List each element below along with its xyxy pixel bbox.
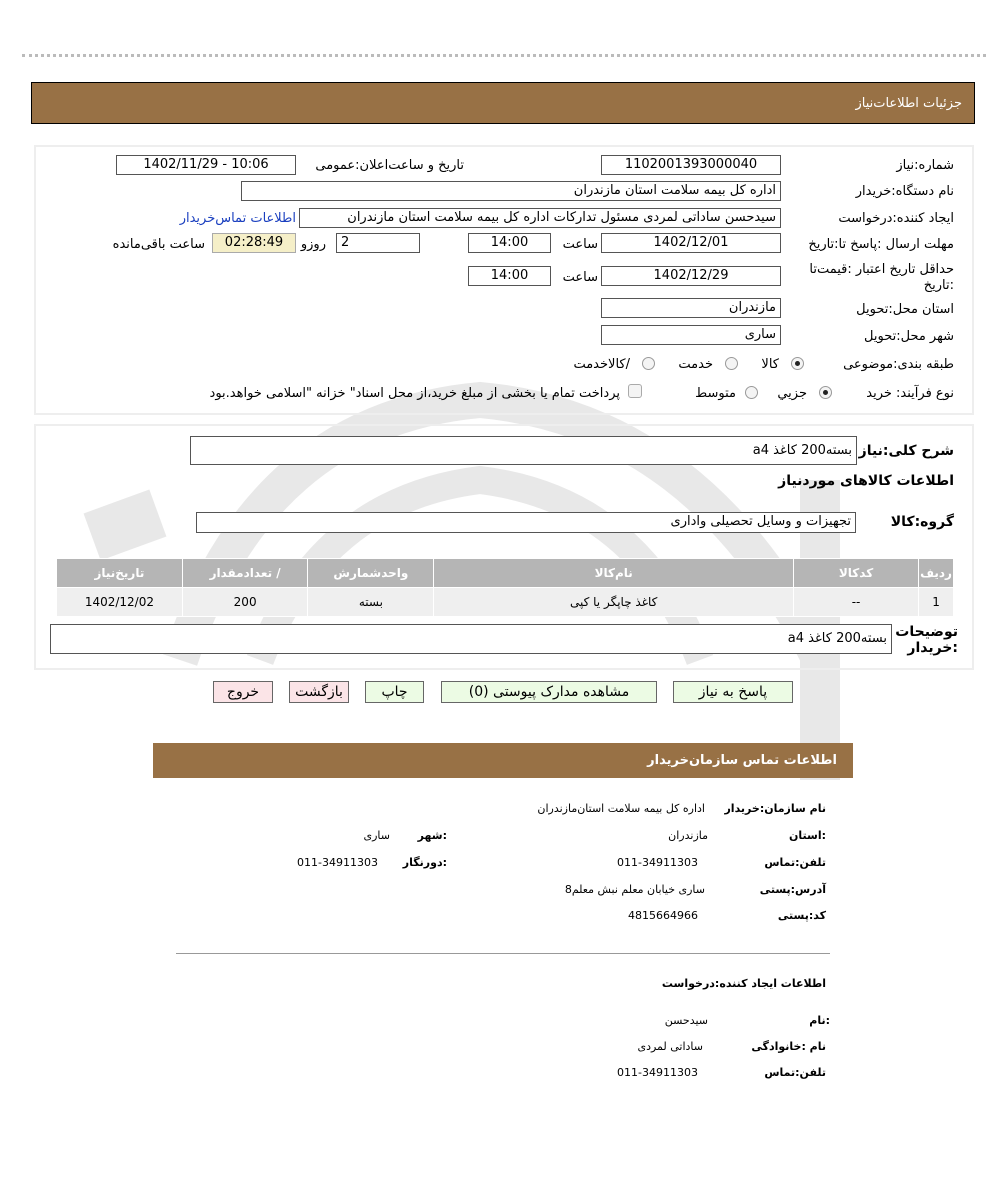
city-label: شهر محل:تحویل bbox=[864, 329, 954, 344]
process-minor-label: جزیي bbox=[777, 386, 807, 401]
category-service-label: خدمت bbox=[678, 357, 713, 372]
requester-section-title: اطلاعات ایجاد کننده:درخواست bbox=[661, 977, 826, 990]
contact-province-value: مازندران bbox=[668, 829, 708, 842]
province-field: مازندران bbox=[601, 298, 781, 318]
buyer-notes-label: توضیحات :خریدار bbox=[895, 624, 958, 656]
days-field: 2 bbox=[336, 233, 420, 253]
buyer-notes-field: بسته200 کاغذ a4 bbox=[50, 624, 892, 654]
items-table bbox=[56, 558, 954, 617]
category-label: طبقه بندی:موضوعی bbox=[843, 357, 954, 372]
province-label: استان محل:تحویل bbox=[856, 302, 954, 317]
cell-unit: بسته bbox=[308, 588, 434, 617]
reply-button[interactable]: پاسخ به نیاز bbox=[673, 681, 793, 703]
need-number-field: 1102001393000040 bbox=[601, 155, 781, 175]
cell-qty: 200 bbox=[182, 588, 308, 617]
section-divider bbox=[176, 953, 830, 954]
remaining-label: ساعت باقی‌مانده bbox=[112, 237, 205, 252]
contact-phone-value: 011-34911303 bbox=[617, 856, 698, 869]
validity-time-field: 14:00 bbox=[468, 266, 551, 286]
contact-org-value: اداره کل بیمه سلامت استان‌مازندران bbox=[537, 802, 705, 815]
desc-label: شرح کلی:نیاز bbox=[858, 443, 954, 459]
items-table-header bbox=[57, 559, 954, 588]
top-dotted-divider bbox=[22, 54, 986, 57]
days-label: روزو bbox=[300, 237, 326, 252]
buyer-org-label: نام دستگاه:خریدار bbox=[855, 184, 954, 199]
col-name: نام‌کالا bbox=[434, 559, 794, 588]
process-medium-radio[interactable] bbox=[745, 386, 758, 399]
contact-postal-label: کد:پستی bbox=[777, 909, 826, 922]
category-both-radio[interactable] bbox=[642, 357, 655, 370]
buyer-org-field: اداره کل بیمه سلامت استان مازندران bbox=[241, 181, 781, 201]
requester-phone-label: تلفن:تماس bbox=[764, 1066, 826, 1079]
contact-org-label: نام سازمان:خریدار bbox=[724, 802, 826, 815]
category-both-label: /کالاخدمت bbox=[573, 357, 630, 372]
group-label: گروه:کالا bbox=[890, 514, 954, 530]
requester-name-label: :نام bbox=[809, 1014, 830, 1027]
deadline-time-label: ساعت bbox=[562, 237, 598, 252]
col-code: کدکالا bbox=[794, 559, 919, 588]
need-number-label: شماره:نیاز bbox=[896, 158, 954, 173]
cell-date: 1402/12/02 bbox=[57, 588, 183, 617]
deadline-time-field: 14:00 bbox=[468, 233, 551, 253]
contact-address-value: ساری خیابان معلم نبش معلم8 bbox=[564, 883, 705, 896]
contact-province-label: :استان bbox=[789, 829, 826, 842]
buyer-contact-link[interactable]: اطلاعات تماس‌خریدار bbox=[179, 211, 296, 226]
requester-family-value: ساداتی لمردی bbox=[637, 1040, 703, 1053]
exit-button[interactable]: خروج bbox=[213, 681, 273, 703]
attachments-button[interactable]: مشاهده مدارک پیوستی (0) bbox=[441, 681, 657, 703]
requester-name-value: سیدحسن bbox=[664, 1014, 708, 1027]
process-label: نوع فرآیند: خرید bbox=[866, 386, 954, 401]
creator-label: ایجاد کننده:درخواست bbox=[838, 211, 954, 226]
col-unit: واحدشمارش bbox=[308, 559, 434, 588]
requester-phone-value: 011-34911303 bbox=[617, 1066, 698, 1079]
cell-name: کاغذ چاپگر یا کپی bbox=[434, 588, 794, 617]
cell-code: -- bbox=[794, 588, 919, 617]
treasury-payment-checkbox[interactable] bbox=[628, 384, 642, 398]
cell-row: 1 bbox=[919, 588, 954, 617]
category-service-radio[interactable] bbox=[725, 357, 738, 370]
process-medium-label: متوسط bbox=[695, 386, 736, 401]
category-goods-radio[interactable] bbox=[791, 357, 804, 370]
process-minor-radio[interactable] bbox=[819, 386, 832, 399]
col-date: تاریخ‌نیاز bbox=[57, 559, 183, 588]
treasury-payment-note: پرداخت تمام یا بخشی از مبلغ خرید،از محل اسناد" خزانه "اسلامی خواهد.بود bbox=[209, 386, 620, 401]
announce-label: تاریخ و ساعت‌اعلان:عمومی bbox=[315, 158, 464, 173]
city-field: ساری bbox=[601, 325, 781, 345]
contact-fax-label: :دورنگار bbox=[402, 856, 447, 869]
page-title: جزئیات اطلاعات‌نیاز bbox=[855, 96, 962, 111]
contact-phone-label: تلفن:تماس bbox=[764, 856, 826, 869]
print-button[interactable]: چاپ bbox=[365, 681, 424, 703]
category-goods-label: کالا bbox=[761, 357, 779, 372]
validity-date-field: 1402/12/29 bbox=[601, 266, 781, 286]
col-qty: / تعدادمقدار bbox=[182, 559, 308, 588]
goods-info-heading: اطلاعات کالاهای مورد‌نیاز bbox=[778, 473, 954, 489]
back-button[interactable]: بازگشت bbox=[289, 681, 349, 703]
announce-datetime-field: 1402/11/29 - 10:06 bbox=[116, 155, 296, 175]
contact-section-bar bbox=[153, 743, 853, 778]
contact-city-value: ساری bbox=[363, 829, 390, 842]
contact-city-label: :شهر bbox=[417, 829, 447, 842]
contact-section-title: اطلاعات تماس سازمان‌خریدار bbox=[647, 753, 837, 768]
col-row: ردیف bbox=[919, 559, 954, 588]
validity-label: حداقل تاریخ اعتبار :قیمت‌تا :تاریخ bbox=[809, 262, 954, 293]
deadline-date-field: 1402/12/01 bbox=[601, 233, 781, 253]
desc-field: بسته200 کاغذ a4 bbox=[190, 436, 857, 465]
requester-family-label: نام :خانوادگی bbox=[751, 1040, 826, 1053]
page-title-bar bbox=[31, 82, 975, 124]
group-field: تجهیزات و وسایل تحصیلی واداری bbox=[196, 512, 856, 533]
contact-fax-value: 011-34911303 bbox=[297, 856, 378, 869]
remaining-timer: 02:28:49 bbox=[212, 233, 296, 253]
deadline-label: مهلت ارسال :پاسخ تا:تاریخ bbox=[808, 237, 954, 252]
table-row bbox=[57, 588, 954, 617]
creator-field: سیدحسن ساداتی لمردی مسئول تدارکات اداره کل بیمه سلامت استان مازندران bbox=[299, 208, 781, 228]
contact-address-label: آدرس:پستی bbox=[759, 883, 826, 896]
validity-time-label: ساعت bbox=[562, 270, 598, 285]
contact-postal-value: 4815664966 bbox=[628, 909, 698, 922]
